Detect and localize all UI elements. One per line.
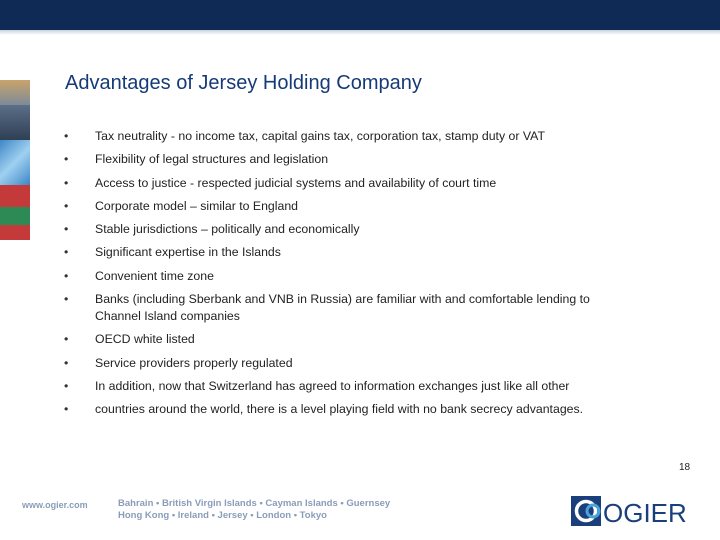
slide-title: Advantages of Jersey Holding Company (65, 72, 422, 94)
bullet-text: In addition, now that Switzerland has agreed to information exchanges just like all other (95, 378, 570, 393)
bullet-icon: • (64, 402, 69, 417)
list-item (64, 128, 624, 145)
bullet-icon: • (64, 378, 69, 393)
footer-locations (118, 498, 390, 522)
footer-locations-line-1: Bahrain • British Virgin Islands • Cayman Islands • Guernsey (118, 498, 391, 509)
list-item (64, 221, 624, 238)
bullet-icon: • (64, 175, 69, 190)
footer-locations-line-2: Hong Kong • Ireland • Jersey • London • Tokyo (118, 510, 327, 521)
bullet-icon: • (64, 268, 69, 283)
bullet-text: Banks (including Sberbank and VNB in Russia) are familiar with and comfortable lending to Channel Island companies (95, 292, 590, 324)
bullet-text: Stable jurisdictions – politically and economically (95, 222, 360, 237)
list-item (64, 244, 624, 261)
bullet-icon: • (64, 292, 69, 307)
bullet-text: Corporate model – similar to England (95, 198, 299, 213)
list-item (64, 268, 624, 285)
bullet-text: Convenient time zone (95, 268, 214, 283)
bullet-text: countries around the world, there is a level playing field with no bank secrecy advantages. (95, 402, 584, 417)
header-bar (0, 0, 720, 30)
bullet-text: Flexibility of legal structures and legislation (95, 152, 329, 167)
bullet-text: Access to justice - respected judicial systems and availability of court time (95, 175, 497, 190)
list-item (64, 355, 624, 372)
page-number: 18 (679, 462, 691, 473)
list-item (64, 151, 624, 168)
bullet-icon: • (64, 245, 69, 260)
list-item (64, 401, 624, 418)
bullet-text: Significant expertise in the Islands (95, 245, 281, 260)
footer-url[interactable]: www.ogier.com (22, 500, 88, 510)
list-item (64, 378, 624, 395)
bullet-list (64, 128, 624, 425)
bullet-icon: • (64, 355, 69, 370)
photo-strip (0, 35, 30, 485)
list-item (64, 175, 624, 192)
bullet-icon: • (64, 129, 69, 143)
list-item (64, 291, 624, 325)
bullet-text: OECD white listed (95, 332, 195, 347)
logo-wordmark: OGIER (603, 498, 687, 528)
bullet-icon: • (64, 222, 69, 237)
bullet-icon: • (64, 198, 69, 213)
bullet-icon: • (64, 332, 69, 347)
header-bar-fade (0, 30, 720, 35)
bullet-text: Tax neutrality - no income tax, capital gains tax, corporation tax, stamp duty or VAT (95, 129, 545, 143)
bullet-text: Service providers properly regulated (95, 355, 293, 370)
ogier-logo (571, 494, 701, 528)
list-item (64, 331, 624, 348)
list-item (64, 198, 624, 215)
bullet-icon: • (64, 152, 69, 167)
